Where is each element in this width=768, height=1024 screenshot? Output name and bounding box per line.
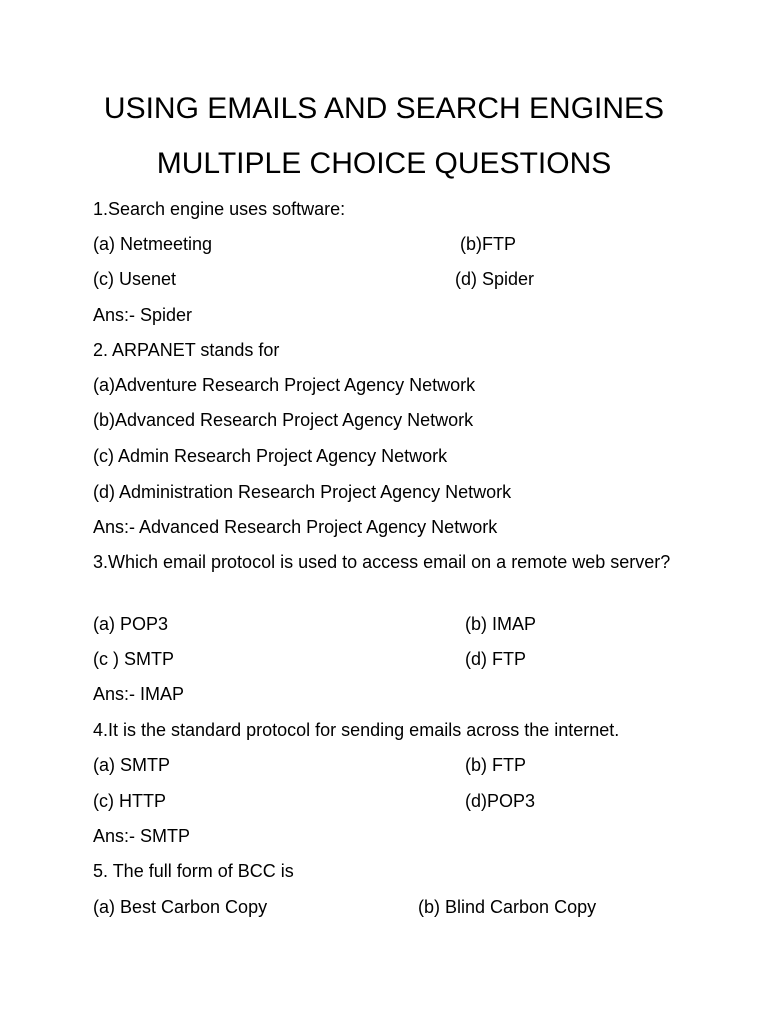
question-3-option-b: (b) IMAP <box>465 614 537 634</box>
question-2-text: 2. ARPANET stands for <box>93 340 280 360</box>
question-5-option-a: (a) Best Carbon Copy <box>93 897 268 917</box>
question-1-option-d: (d) Spider <box>455 269 535 289</box>
document-title-line-2: MULTIPLE CHOICE QUESTIONS <box>156 147 612 180</box>
question-3-option-c: (c ) SMTP <box>93 649 174 669</box>
question-3-answer: Ans:- IMAP <box>93 684 185 704</box>
question-4-option-c: (c) HTTP <box>93 791 166 811</box>
question-2-option-a: (a)Adventure Research Project Agency Network <box>93 375 476 395</box>
question-3-option-d: (d) FTP <box>465 649 526 669</box>
question-1-text: 1.Search engine uses software: <box>93 199 346 219</box>
question-1-option-b: (b)FTP <box>460 234 516 254</box>
question-2-option-c: (c) Admin Research Project Agency Network <box>93 446 448 466</box>
question-1-option-c: (c) Usenet <box>93 269 177 289</box>
question-2-option-d: (d) Administration Research Project Agency Network <box>93 482 512 502</box>
question-5-option-b: (b) Blind Carbon Copy <box>418 897 597 917</box>
question-2-answer: Ans:- Advanced Research Project Agency Network <box>93 517 498 537</box>
question-4-answer: Ans:- SMTP <box>93 826 191 846</box>
document-title-line-1: USING EMAILS AND SEARCH ENGINES <box>103 92 665 125</box>
question-3-option-a: (a) POP3 <box>93 614 169 634</box>
question-4-option-a: (a) SMTP <box>93 755 171 775</box>
question-4-option-d: (d)POP3 <box>465 791 536 811</box>
question-2-option-b: (b)Advanced Research Project Agency Network <box>93 410 474 430</box>
question-4-option-b: (b) FTP <box>465 755 526 775</box>
question-5-text: 5. The full form of BCC is <box>93 861 294 881</box>
question-1-option-a: (a) Netmeeting <box>93 234 213 254</box>
question-1-answer: Ans:- Spider <box>93 305 193 325</box>
question-3-text: 3.Which email protocol is used to access email on a remote web server? <box>93 552 671 572</box>
question-4-text: 4.It is the standard protocol for sending emails across the internet. <box>93 720 620 740</box>
